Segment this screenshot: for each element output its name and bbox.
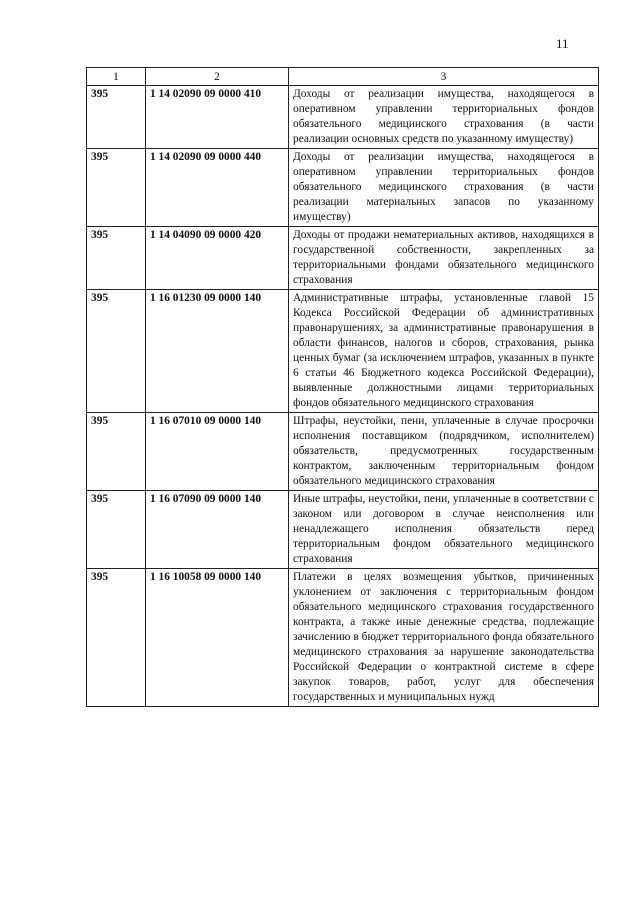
table-row: [87, 227, 599, 290]
description-cell: Доходы от реализации имущества, находящегося в оперативном управлении территориальных фондов обязательного медицинского страхования (в части реализации материальных запасов по указанному имуществу): [289, 149, 599, 227]
budget-code-cell: 1 14 02090 09 0000 410: [146, 86, 289, 149]
description-cell: Административные штрафы, установленные главой 15 Кодекса Российской Федерации об административных правонарушениях, за административные правонарушения в области финансов, налогов и сборов, страхования, рынка ценных бумаг (за исключением штрафов, указанных в пункте 6 статьи 46 Бюджетного кодекса Российской Федерации), выявленные должностными лицами территориальных фондов обязательного медицинского страхования: [289, 290, 599, 413]
description-cell: Доходы от реализации имущества, находящегося в оперативном управлении территориальных фондов обязательного медицинского страхования (в части реализации основных средств по указанному имуществу): [289, 86, 599, 149]
budget-code-cell: 1 16 07010 09 0000 140: [146, 413, 289, 491]
admin-code-cell: 395: [87, 290, 146, 413]
table-row: [87, 491, 599, 569]
budget-code-cell: 1 14 02090 09 0000 440: [146, 149, 289, 227]
column-header-1: 1: [87, 68, 146, 86]
description-cell: Иные штрафы, неустойки, пени, уплаченные в соответствии с законом или договором в случае неисполнения или ненадлежащего исполнения обязательств перед территориальным фондом обязательного медицинского страхования: [289, 491, 599, 569]
table-row: [87, 86, 599, 149]
admin-code-cell: 395: [87, 227, 146, 290]
admin-code-cell: 395: [87, 491, 146, 569]
admin-code-cell: 395: [87, 569, 146, 707]
budget-codes-table: [86, 67, 599, 707]
table-header-row: [87, 68, 599, 86]
description-cell: Штрафы, неустойки, пени, уплаченные в случае просрочки исполнения поставщиком (подрядчиком, исполнителем) обязательств, предусмотренных государственным контрактом, заключенным территориальным фондом обязательного медицинского страхования: [289, 413, 599, 491]
table-body: [87, 86, 599, 707]
table-row: [87, 413, 599, 491]
page-number: 11: [556, 36, 569, 51]
admin-code-cell: 395: [87, 413, 146, 491]
budget-code-cell: 1 14 04090 09 0000 420: [146, 227, 289, 290]
admin-code-cell: 395: [87, 149, 146, 227]
budget-code-cell: 1 16 01230 09 0000 140: [146, 290, 289, 413]
budget-code-cell: 1 16 10058 09 0000 140: [146, 569, 289, 707]
description-cell: Доходы от продажи нематериальных активов, находящихся в государственной собственности, закрепленных за территориальными фондами обязательного медицинского страхования: [289, 227, 599, 290]
table-row: [87, 290, 599, 413]
description-cell: Платежи в целях возмещения убытков, причиненных уклонением от заключения с территориальным фондом обязательного медицинского страхования государственного контракта, а также иные денежные средства, подлежащие зачислению в бюджет территориального фонда обязательного медицинского страхования за нарушение законодательства Российской Федерации о контрактной системе в сфере закупок товаров, работ, услуг для обеспечения государственных и муниципальных нужд: [289, 569, 599, 707]
column-header-2: 2: [146, 68, 289, 86]
budget-code-cell: 1 16 07090 09 0000 140: [146, 491, 289, 569]
table-row: [87, 569, 599, 707]
column-header-3: 3: [289, 68, 599, 86]
admin-code-cell: 395: [87, 86, 146, 149]
table-row: [87, 149, 599, 227]
